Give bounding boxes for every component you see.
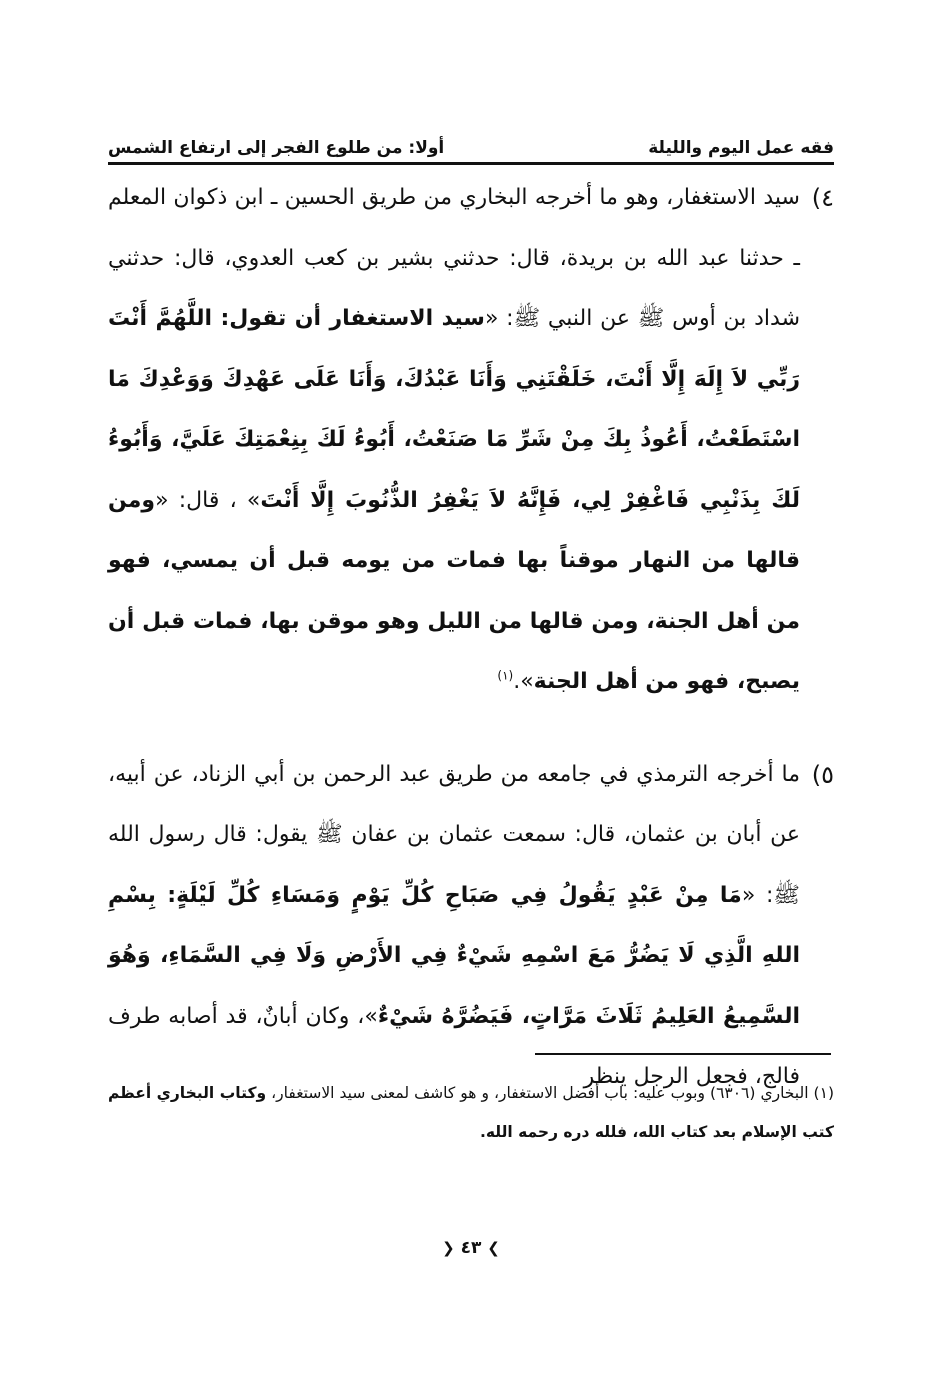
page-number-value: ٤٣ — [460, 1238, 482, 1258]
item-number: ٤) — [811, 184, 834, 212]
ornament-left-icon: ❮ — [442, 1239, 455, 1257]
item-paragraph — [108, 168, 800, 713]
list-item — [108, 168, 834, 713]
footnote-reference[interactable]: (١) — [497, 668, 514, 683]
hadith-text-2: ومن قالها من النهار موقناً بها فمات من يومه قبل أن يمسي، فهو من أهل الجنة، ومن قالها من الليل وهو موقن بها، فمات قبل أن يصبح، فهو من أهل الجنة — [108, 487, 800, 694]
hadith-text: سيد الاستغفار أن تقول: اللَّهُمَّ أَنْتَ رَبِّي لاَ إِلَهَ إِلَّا أَنْتَ، خَلَقْتَنِي وَأَنَا عَبْدُكَ، وَأَنَا عَلَى عَهْدِكَ وَوَعْدِكَ مَا اسْتَطَعْتُ، أَعُوذُ بِكَ مِنْ شَرِّ مَا صَنَعْتُ، أَبُوءُ لَكَ بِنِعْمَتِكَ عَلَيَّ، وَأَبُوءُ لَكَ بِذَنْبِي فَاغْفِرْ لِي، فَإِنَّهُ لاَ يَغْفِرُ الذُّنُوبَ إِلَّا أَنْتَ — [108, 306, 800, 513]
page-number — [0, 1238, 942, 1258]
footnote-text: البخاري (٦٣٠٦) وبوب عليه: باب أفضل الاستغفار، و هو كاشف لمعنى سيد الاستغفار، — [266, 1084, 809, 1102]
footnotes — [108, 1074, 834, 1152]
footnote-marker: (١) — [813, 1084, 834, 1102]
footnote — [108, 1074, 834, 1152]
item-end: »، وكان أبانٌ، قد أصابه طرف فالج، فجعل الرجل ينظر — [108, 1003, 800, 1089]
footnote-text-bold: وكتاب البخاري أعظم كتب الإسلام بعد كتاب الله، فلله دره رحمه الله. — [108, 1084, 834, 1141]
section-title: أولا: من طلوع الفجر إلى ارتفاع الشمس — [108, 138, 445, 158]
book-title: فقه عمل اليوم والليلة — [648, 138, 834, 158]
footnote-separator — [535, 1053, 831, 1055]
item-number: ٥) — [811, 760, 834, 789]
main-text — [108, 168, 834, 1108]
item-end: ». — [513, 669, 534, 694]
item-intro: سيد الاستغفار، وهو ما أخرجه البخاري من طريق الحسين ـ ابن ذكوان المعلم ـ حدثنا عبد الله بن بريدة، قال: حدثني بشير بن كعب العدوي، قال: حدثني شداد بن أوس ﷺ عن النبي ﷺ: « — [108, 185, 800, 331]
ornament-right-icon: ❯ — [487, 1239, 500, 1257]
hadith-text: مَا مِنْ عَبْدٍ يَقُولُ فِي صَبَاحِ كُلِّ يَوْمٍ وَمَسَاءِ كُلِّ لَيْلَةٍ: بِسْمِ اللهِ الَّذِي لَا يَضُرُّ مَعَ اسْمِهِ شَيْءٌ فِي الأَرْضِ وَلَا فِي السَّمَاءِ، وَهُوَ السَّمِيعُ العَلِيمُ ثَلَاثَ مَرَّاتٍ، فَيَضُرَّهُ شَيْءٌ — [108, 882, 800, 1029]
item-intro: ما أخرجه الترمذي في جامعه من طريق عبد الرحمن بن أبي الزناد، عن أبيه، عن أبان بن عثمان، قال: سمعت عثمان بن عفان ﷺ يقول: قال رسول الله ﷺ: « — [108, 761, 800, 908]
item-connector: » ، قال: « — [155, 487, 261, 513]
running-header — [108, 118, 834, 165]
